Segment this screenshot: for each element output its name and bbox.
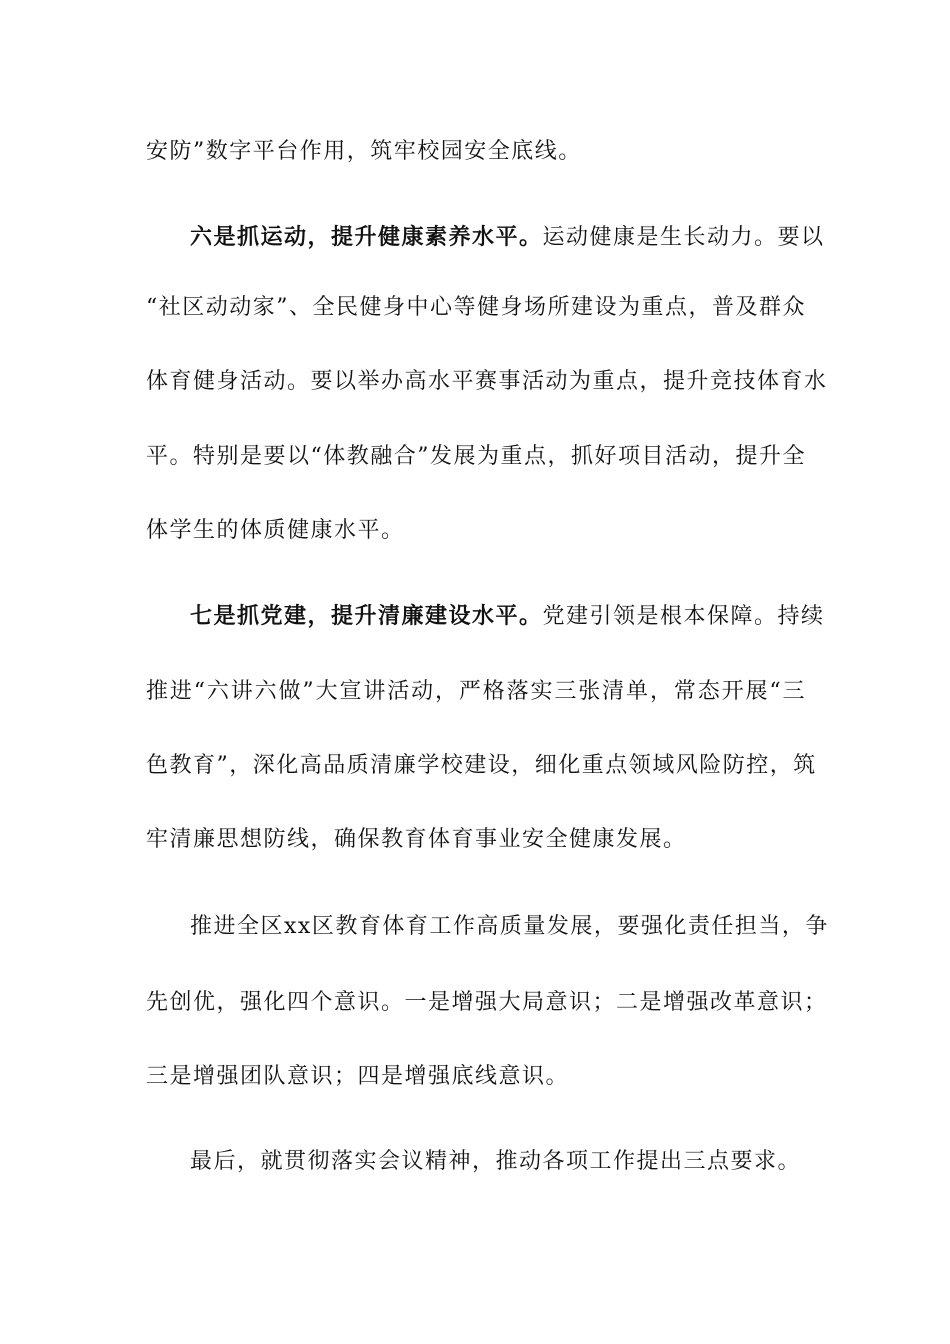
line-text: 党建引领是根本保障。持续	[542, 604, 825, 629]
paragraph-line	[190, 217, 850, 257]
paragraph-line	[146, 1057, 806, 1097]
paragraph-line	[146, 362, 828, 402]
section-heading: 六是抓运动，提升健康素养水平。	[190, 224, 543, 250]
line-text: 安防”数字平台作用，筑牢校园安全底线。	[146, 139, 582, 164]
paragraph-line	[146, 132, 806, 172]
paragraph-line	[190, 596, 850, 636]
paragraph-line	[146, 746, 817, 786]
paragraph-line	[146, 288, 806, 328]
line-text: 推进“六讲六做”大宣讲活动，严格落实三张清单，常态开展“三	[146, 679, 806, 704]
line-text: 体学生的体质健康水平。	[146, 518, 405, 543]
line-text: 体育健身活动。要以举办高水平赛事活动为重点，提升竞技体育水	[146, 369, 828, 394]
section-heading: 七是抓党建，提升清廉建设水平。	[190, 603, 543, 629]
line-text: 三是增强团队意识；四是增强底线意识。	[146, 1064, 570, 1089]
paragraph-line	[190, 1142, 850, 1182]
line-text: 推进全区xx区教育体育工作高质量发展，要强化责任担当，争	[190, 914, 829, 939]
line-text: 色教育”，深化高品质清廉学校建设，细化重点领域风险防控，筑	[146, 753, 817, 778]
line-text: 运动健康是生长动力。要以	[542, 225, 825, 250]
line-text: 最后，就贯彻落实会议精神，推动各项工作提出三点要求。	[190, 1149, 802, 1174]
paragraph-line	[146, 511, 806, 551]
paragraph-line	[190, 907, 850, 947]
paragraph-line	[146, 983, 828, 1023]
paragraph-line	[146, 820, 806, 860]
line-text: 牢清廉思想防线，确保教育体育事业安全健康发展。	[146, 827, 687, 852]
line-text: 先创优，强化四个意识。一是增强大局意识；二是增强改革意识；	[146, 990, 828, 1015]
line-text: “社区动动家”、全民健身中心等健身场所建设为重点，普及群众	[146, 295, 806, 320]
paragraph-line	[146, 672, 806, 712]
line-text: 平。特别是要以“体教融合”发展为重点，抓好项目活动，提升全	[146, 444, 806, 469]
paragraph-line	[146, 437, 806, 477]
